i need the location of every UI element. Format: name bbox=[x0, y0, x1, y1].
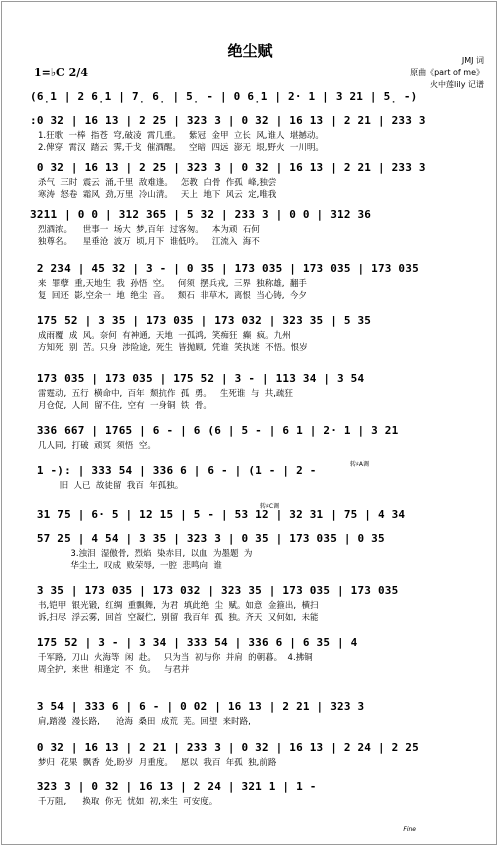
key-signature: 1=♭C 2/4 bbox=[34, 66, 88, 79]
lyric-line: 雷霆动, 五行 横命中, 百年 颓抗作 孤 勇。 生死谁 与 共,疏狂 bbox=[38, 389, 293, 399]
notes-row: 175 52 | 3 35 | 173 035 | 173 032 | 323 35 | 5 35 bbox=[30, 314, 372, 327]
lyric-line: 2.俾穿 霄汉 踏云 霁,千戈 催酒醒。 空暗 四远 澎无 垠,野火 一川明。 bbox=[38, 143, 324, 153]
notes-row: 0 32 | 16 13 | 2 25 | 323 3 | 0 32 | 16 13 | 2 21 | 233 3 bbox=[30, 161, 426, 174]
lyric-line: 成雨覆 成 风。奈何 有神通, 天地 一孤鸿, 笑痴狂 癫 疯。九州 bbox=[38, 331, 291, 341]
lyric-line: 诉,扫尽 浮云雾, 回首 空凝伫, 别留 我百年 孤 独。齐天 又何如, 未能 bbox=[38, 613, 319, 623]
modulation-c: 转♯C调 bbox=[260, 503, 280, 510]
notes-row: 3 35 | 173 035 | 173 032 | 323 35 | 173 035 | 173 035 bbox=[30, 584, 399, 597]
fine-mark: Fine bbox=[403, 826, 416, 833]
lyric-line: 书,铠甲 银光锻, 红绸 重飘舞, 为君 填此绝 尘 赋。如意 金箍出, 横扫 bbox=[38, 601, 319, 611]
modulation-a: 转♯A调 bbox=[350, 461, 370, 468]
song-title: 绝尘赋 bbox=[227, 42, 273, 60]
notes-row: 1 -): | 333 54 | 336 6 | 6 - | (1 - | 2 - bbox=[30, 464, 317, 477]
notes-row: 57 25 | 4 54 | 3 35 | 323 3 | 0 35 | 173 035 | 0 35 bbox=[30, 532, 385, 545]
lyric-line: 梦归 花果 飘香 处,盼岁 月重度。 愿以 我百 年孤 独,前路 bbox=[38, 758, 277, 768]
notes-row: 31 75 | 6· 5 | 12 15 | 5 - | 53 12 | 32 31 | 75 | 4 34 bbox=[30, 508, 406, 521]
notes-row: 173 035 | 173 035 | 175 52 | 3 - | 113 34 | 3 54 bbox=[30, 372, 365, 385]
lyric-line: 复 回还 影,空余一 地 绝尘 音。 颓石 非草木, 离恨 当心铸, 今夕 bbox=[38, 291, 307, 301]
transcriber-credit: 火中莲lily 记谱 bbox=[430, 80, 484, 89]
lyric-line: 方知死 别 苦。只身 涉险途, 死生 皆抛顾, 凭谁 笑执迷 不悟。恨岁 bbox=[38, 343, 308, 353]
lyric-line: 月仓促, 人间 留不住, 空有 一身铜 铁 骨。 bbox=[38, 401, 212, 411]
notes-row: 0 32 | 16 13 | 2 21 | 233 3 | 0 32 | 16 13 | 2 24 | 2 25 bbox=[30, 741, 419, 754]
original-credit: 原曲《part of me》 bbox=[410, 68, 484, 77]
notes-row: :0 32 | 16 13 | 2 25 | 323 3 | 0 32 | 16 13 | 2 21 | 233 3 bbox=[30, 114, 426, 127]
lyric-line: 华尘土, 叹成 败荣辱, 一腔 悲鸣向 谁 bbox=[38, 561, 222, 571]
lyric-line: 几人同, 打破 顽冥 须悟 空。 bbox=[38, 441, 156, 451]
lyric-line: 千军路, 刀山 火海等 闲 赴。 只为当 初与你 并肩 的朝暮。 4.拂铜 bbox=[38, 653, 313, 663]
notes-row: 3211 | 0 0 | 312 365 | 5 32 | 233 3 | 0 0 | 312 36 bbox=[30, 208, 372, 221]
lyric-line: 独尊名。 星垂沧 波万 顷,月下 谁低吟。 江流入 海不 bbox=[38, 237, 260, 247]
notes-row: 336 667 | 1765 | 6 - | 6 (6 | 5 - | 6 1 | 2· 1 | 3 21 bbox=[30, 424, 399, 437]
notes-row: 3 54 | 333 6 | 6 - | 0 02 | 16 13 | 2 21 | 323 3 bbox=[30, 700, 365, 713]
notes-row: 175 52 | 3 - | 3 34 | 333 54 | 336 6 | 6 35 | 4 bbox=[30, 636, 358, 649]
lyric-line: 千万阻, 换取 你无 忧如 初,来生 可安度。 bbox=[38, 797, 218, 807]
lyric-line: 杀气 三时 震云 涌,千里 敌难逢。 怎教 白骨 作孤 峰,独尝 bbox=[38, 178, 277, 188]
lyric-line: 旧 人已 故徒留 我百 年孤独。 bbox=[38, 481, 184, 491]
intro-notes: (6̣1 | 2 6̣1 | 7̣ 6̣ | 5̣ - | 0 6̣1 | 2· 1 | 3 21 | 5̣ -) bbox=[30, 90, 418, 103]
lyricist-credit: JMJ 词 bbox=[461, 56, 484, 65]
lyric-line: 来 罪孽 重,天地生 我 孙悟 空。 何须 摆兵戎, 三界 独称雄, 翻手 bbox=[38, 279, 307, 289]
notes-row: 323 3 | 0 32 | 16 13 | 2 24 | 321 1 | 1 - bbox=[30, 780, 317, 793]
lyric-line: 肩,踏漫 漫长路, 沧海 桑田 成荒 芜。回望 来时路, bbox=[38, 717, 251, 727]
lyric-line: 寒涛 怒卷 霜风 劲,万里 冷山清。 天上 地下 风云 定,唯我 bbox=[38, 190, 277, 200]
lyric-line: 3.浊泪 湿傲骨, 烈焰 染赤目, 以血 为墨题 为 bbox=[38, 549, 253, 559]
lyric-line: 周全护, 来世 相逢定 不 负。 与君并 bbox=[38, 665, 190, 675]
lyric-line: 烈酒浓。 世事一 场大 梦,百年 过客匆。 本为顽 石何 bbox=[38, 225, 260, 235]
lyric-line: 1.狂歌 一棒 指苍 穹,破凌 霄几重。 紫冠 金甲 立长 风,谁人 堪撼动。 bbox=[38, 131, 324, 141]
notes-row: 2 234 | 45 32 | 3 - | 0 35 | 173 035 | 173 035 | 173 035 bbox=[30, 262, 419, 275]
